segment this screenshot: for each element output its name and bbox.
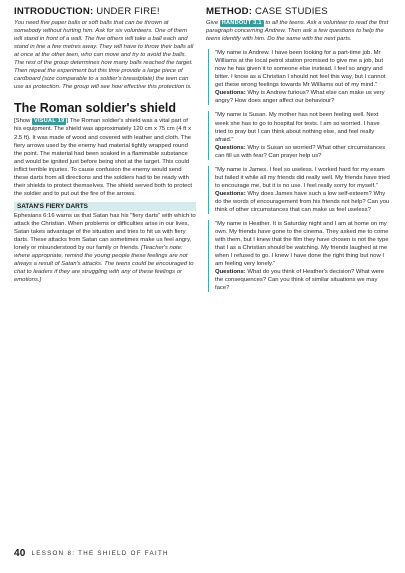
case-andrew xyxy=(208,49,392,105)
intro-text: You need five paper balls or soft balls that can be thrown at somebody without hurting him. Ask for six volunteers. One of them will stand in front of a wall. The five others will take a ball each and stand in line a few metres away. They will have to throw their balls all at once at the other teen, who can move and try to avoid the balls. The rest of the group determines how many balls reached the target. Then repeat the experiment but this time provide a large piece of cardboard (size comparable to a soldier's breastplate) the teen can use as protection. The group will see how effective this protection is. xyxy=(14,20,194,91)
shield-text xyxy=(14,117,196,197)
intro-heading xyxy=(14,6,196,17)
fiery-darts-text xyxy=(14,212,196,284)
case-text: "My name is Andrew. I have been looking for a part-time job. Mr Williams at the local petrol station promised to give me a job, but now he has given it to someone else instead. I feel so angry and bitter. I know as a Christian I should not feel this way, but I cannot get these wrong feelings towards Mr Williams out of my mind." xyxy=(215,50,386,89)
page-number: 40 xyxy=(14,547,26,559)
handout-badge: HANDOUT 3.1 xyxy=(221,20,262,26)
questions-text: Why does James have such a low self-esteem? Why do the words of encouragement from his friends not help? Can you think of other circumstances that can make us feel useless? xyxy=(215,190,390,213)
questions-label: Questions: xyxy=(215,269,246,276)
case-questions xyxy=(215,144,392,160)
shield-heading: The Roman soldier's shield xyxy=(14,101,177,116)
lesson-label: LESSON 8: THE SHIELD OF FAITH xyxy=(31,549,169,557)
method-heading xyxy=(206,6,392,17)
case-questions xyxy=(215,268,392,292)
fiery-darts-body: Ephesians 6:16 warns us that Satan has his "fiery darts" with which to attack the Christian. When problems or difficulties arise in our lives, Satan takes advantage of the situation and tries to hit us with fiery darts. These attacks from Satan can sometimes make us feel angry, lonely or misunderstood by our family or friends. xyxy=(14,212,196,252)
teachers-note: [Teacher's note: where appropriate, remind the young people these feelings are not always a result of Satan's attacks. The teens could be encouraged to chat to leaders if they are struggling with any of these feelings or emotions.] xyxy=(14,245,194,284)
questions-text: Why is Susan so worried? What other circumstances can fill us with fear? Can prayer help us? xyxy=(215,144,386,159)
case-susan xyxy=(208,111,392,159)
method-text-post: to all the teens. Ask a volunteer to read the first paragraph concerning Andrew. Then ask a few questions to help the teens identify with him. Do the same with the next parts. xyxy=(206,20,389,43)
questions-label: Questions: xyxy=(215,190,246,197)
case-text: "My name is James. I feel so useless. I worked hard for my exam but failed it while all my friends did really well. My friends have tried to encourage me, but it is no use. I feel really sorry for myself." xyxy=(215,166,390,189)
left-column xyxy=(14,6,196,284)
case-heather xyxy=(208,220,392,292)
questions-text: Why is Andrew furious? What else can make us very angry? How does anger affect our behaviour? xyxy=(215,90,385,105)
case-text: "My name is Heather. It is Saturday night and I am at home on my own. My friends have gone to the cinema. They asked me to come with them, but I knew that the film they have chosen is not the type that I as a Christian should be watching. My friends laughed at me when I refused to go. I knew I have done the right thing but now I am feeling very lonely." xyxy=(215,221,389,268)
intro-heading-bold: INTRODUCTION: xyxy=(14,6,94,17)
visual-badge: VISUAL 19 xyxy=(34,118,65,125)
right-column xyxy=(206,6,392,298)
shield-text-pre: [Show xyxy=(14,118,33,125)
case-questions xyxy=(215,190,392,214)
questions-label: Questions: xyxy=(215,90,246,97)
questions-text: What do you think of Heather's decision? What were the consequences? Can you think of similar situations we may face? xyxy=(215,269,385,292)
method-heading-bold: METHOD: xyxy=(206,6,253,17)
intro-heading-rest: UNDER FIRE! xyxy=(93,6,160,17)
fiery-darts-heading: SATAN'S FIERY DARTS xyxy=(14,202,196,211)
page-footer xyxy=(14,547,169,559)
shield-text-post: ] The Roman soldier's shield was a vital part of his equipment. The shield was approximately 120 cm x 75 cm (4 ft x 2.5 ft). It was made of wood and covered with leather and cloth. The fiery arrows used by the enemy had material tightly wrapped round the point. The material had been soaked in a flammable substance and would be ignited just before being shot at the target. This could inflict terrible injuries. To cause confusion the enemy would send these darts from all directions and the soldiers had to be ready with their shields to protect themselves. The shield served both to protect the soldier and to put out the fire of the arrows. xyxy=(14,118,193,197)
method-text xyxy=(206,19,392,43)
case-questions xyxy=(215,89,392,105)
method-heading-rest: CASE STUDIES xyxy=(252,6,328,17)
case-james xyxy=(208,166,392,214)
method-text-pre: Give xyxy=(206,20,220,26)
questions-label: Questions: xyxy=(215,144,246,151)
case-text: "My name is Susan. My mother has not been feeling well. Next week she has to go to hospital for tests. I am so worried. I have tried to pray but I can think about nothing else, and feel really afraid." xyxy=(215,112,380,143)
